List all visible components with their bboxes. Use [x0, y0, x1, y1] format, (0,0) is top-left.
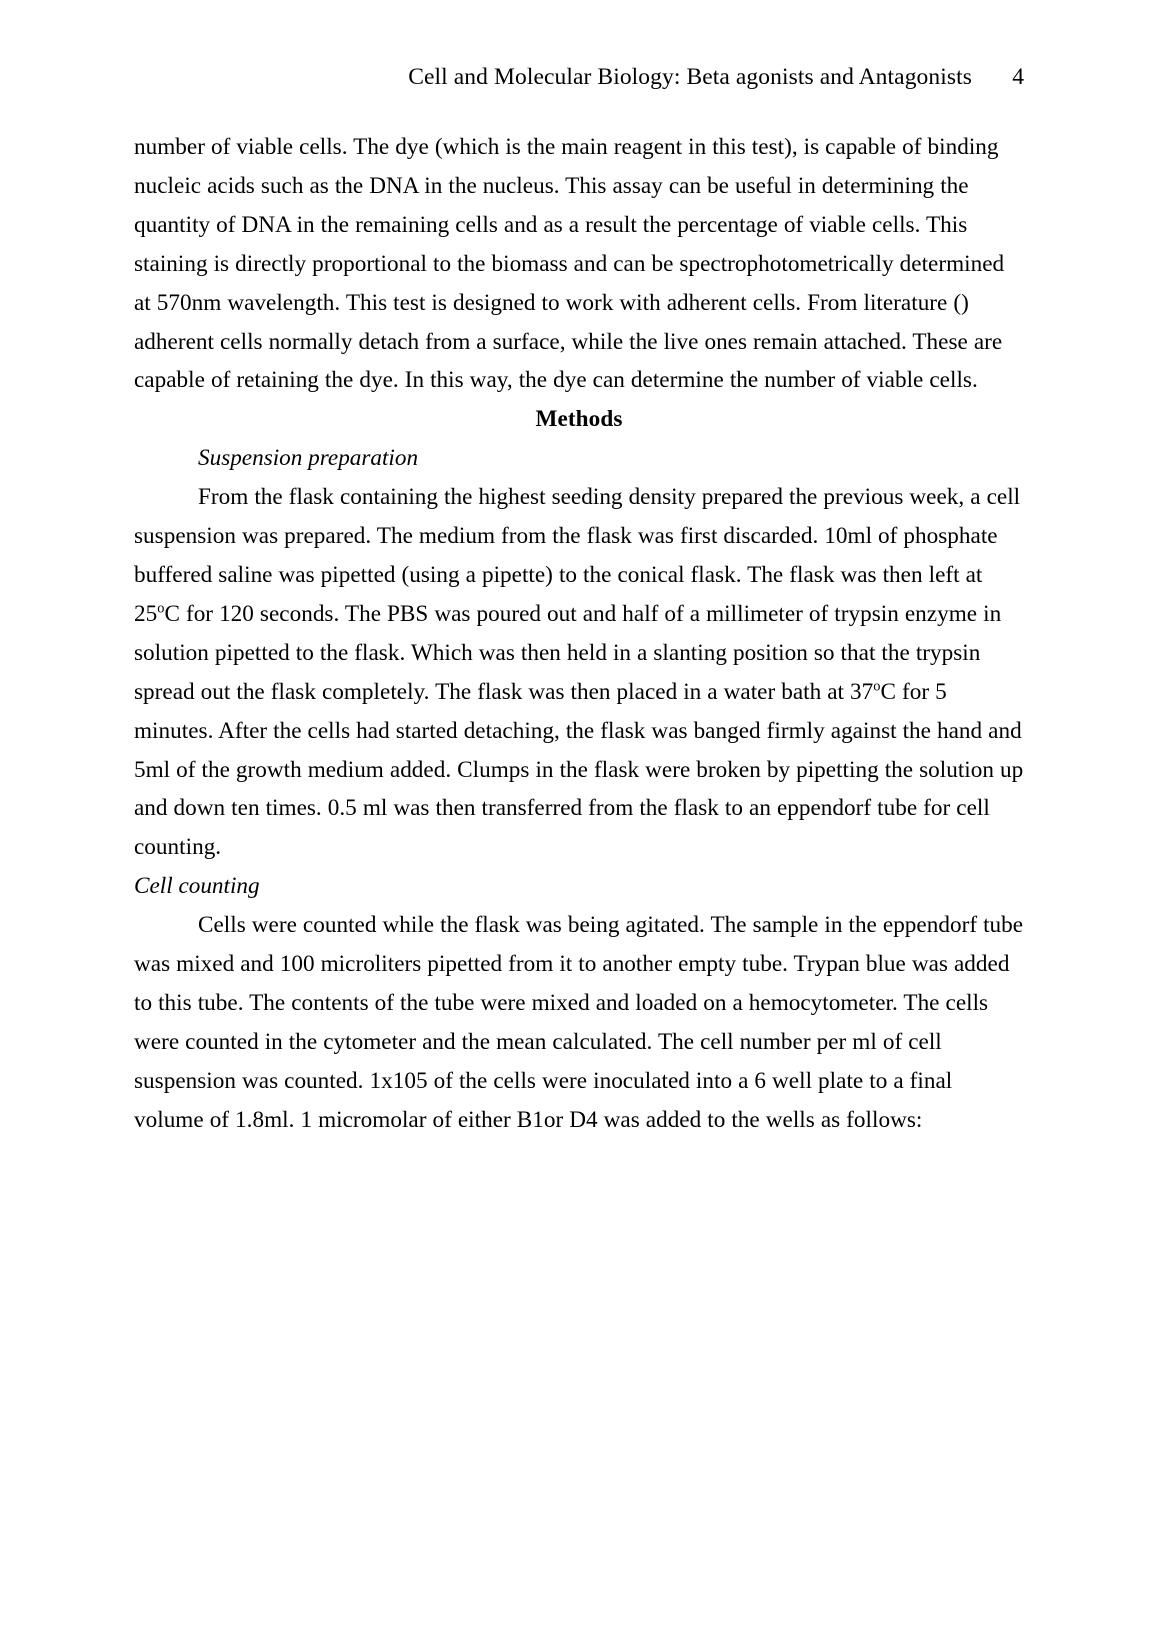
paragraph-cell-counting: Cells were counted while the flask was being agitated. The sample in the eppendorf tube was mixed and 100 microliters pipetted from it to another empty tube. Trypan blue was added to this tube. The contents of the tube were mixed and loaded on a hemocytometer. The cells were counted in the cytometer and the mean calculated. The cell number per ml of cell suspension was counted. 1x105 of the cells were inoculated into a 6 well plate to a final volume of 1.8ml. 1 micromolar of either B1or D4 was added to the wells as follows: — [134, 912, 1024, 1133]
heading-methods: Methods — [535, 406, 623, 433]
paragraph-suspension-preparation — [134, 478, 1024, 867]
paragraph-suspension-part-a: From the flask containing the highest seeding density prepared the previous week, a cell suspension was prepared. The medium from the flask was first discarded. 10ml of phosphate buffered saline was pipetted (using a pipette) to the conical flask. The flask was then left at 25 — [134, 484, 1021, 627]
running-head — [134, 60, 1024, 94]
page-number: 4 — [1012, 64, 1024, 90]
running-head-title: Cell and Molecular Biology: Beta agonists and Antagonists — [408, 64, 972, 90]
paragraph-viability-assay: number of viable cells. The dye (which is the main reagent in this test), is capable of binding nucleic acids such as the DNA in the nucleus. This assay can be useful in determining the quantity of DNA in the remaining cells and as a result the percentage of viable cells. This staining is directly proportional to the biomass and can be spectrophotometrically determined at 570nm wavelength. This test is designed to work with adherent cells. From literature () adherent cells normally detach from a surface, while the live ones remain attached. These are capable of retaining the dye. In this way, the dye can determine the number of viable cells. — [134, 134, 1005, 394]
subheading-cell-counting: Cell counting — [134, 873, 260, 900]
paragraph-suspension-part-c: C for 5 minutes. After the cells had started detaching, the flask was banged firmly against the hand and 5ml of the growth medium added. Clumps in the flask were broken by pipetting the solution up and down ten times. 0.5 ml was then transferred from the flask to an eppendorf tube for cell counting. — [134, 678, 1024, 861]
degree-symbol-25c: o — [157, 600, 165, 617]
page-body — [134, 128, 1024, 1140]
degree-symbol-37c: o — [873, 677, 881, 694]
paragraph-suspension-part-b: C for 120 seconds. The PBS was poured out and half of a millimeter of trypsin enzyme in solution pipetted to the flask. Which was then held in a slanting position so that the trypsin spread out the flask completely. The flask was then placed in a water bath at 37 — [134, 600, 1002, 705]
subheading-suspension-preparation: Suspension preparation — [198, 445, 419, 472]
